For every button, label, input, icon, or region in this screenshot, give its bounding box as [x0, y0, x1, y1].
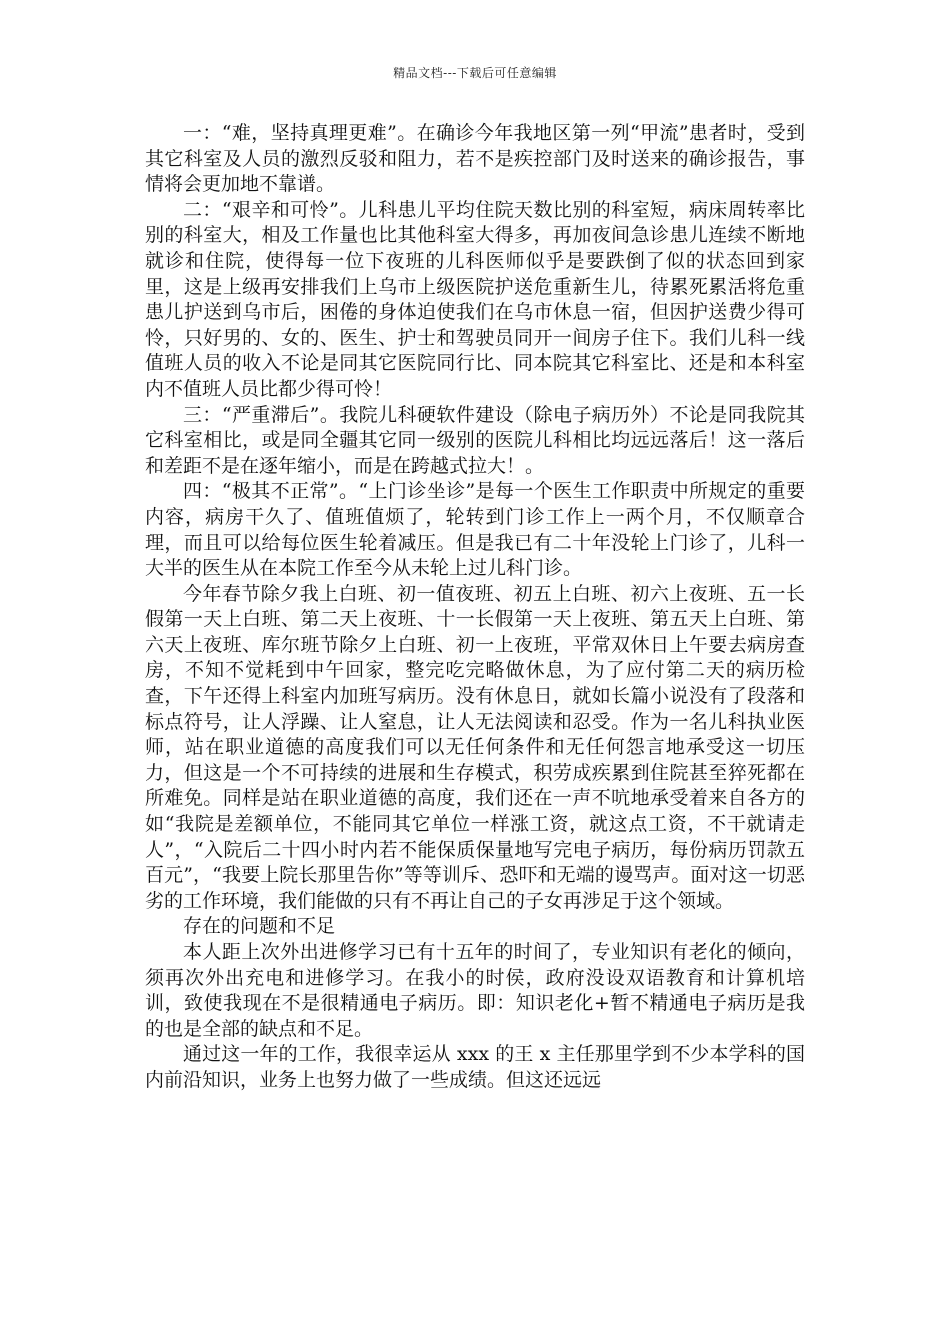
- paragraph-1: 一：“难，坚持真理更难”。在确诊今年我地区第一列“甲流”患者时，受到其它科室及人员的激烈反驳和阻力，若不是疾控部门及时送来的确诊报告，事情将会更加地不靠谱。: [145, 122, 805, 196]
- paragraph-7: 通过这一年的工作，我很幸运从 xxx 的王 x 主任那里学到不少本学科的国内前沿知识，业务上也努力做了一些成绩。但这还远远: [145, 1043, 805, 1091]
- paragraph-5: 今年春节除夕我上白班、初一值夜班、初五上白班、初六上夜班、五一长假第一天上白班、第二天上夜班、十一长假第一天上夜班、第五天上白班、第六天上夜班、库尔班节除夕上白班、初一上夜班，平常双休日上午要去病房查房，不知不觉耗到中午回家，整完吃完略做休息，为了应付第二天的病历检查，下午还得上科室内加班写病历。没有休息日，就如长篇小说没有了段落和标点符号，让人浮躁、让人窒息，让人无法阅读和忍受。作为一名儿科执业医师，站在职业道德的高度我们可以无任何条件和无任何怨言地承受这一切压力，但这是一个不可持续的进展和生存模式，积劳成疾累到住院甚至猝死都在所难免。同样是站在职业道德的高度，我们还在一声不吭地承受着来自各方的如“我院是差额单位，不能同其它单位一样涨工资，就这点工资，不干就请走人”，“入院后二十四小时内若不能保质保量地写完电子病历，每份病历罚款五百元”，“我要上院长那里告你”等等训斥、恐吓和无端的谩骂声。面对这一切恶劣的工作环境，我们能做的只有不再让自己的子女再涉足于这个领域。: [145, 582, 805, 912]
- page-header: 精品文档---下载后可任意编辑: [393, 66, 557, 80]
- paragraph-6: 本人距上次外出进修学习已有十五年的时间了，专业知识有老化的倾向，须再次外出充电和进修学习。在我小的时侯，政府没设双语教育和计算机培训，致使我现在不是很精通电子病历。即：知识老化+暂不精通电子病历是我的也是全部的缺点和不足。: [145, 941, 805, 1040]
- paragraph-4: 四：“极其不正常”。“上门诊坐诊”是每一个医生工作职责中所规定的重要内容，病房干久了、值班值烦了，轮转到门诊工作上一两个月，不仅顺章合理，而且可以给每位医生轮着减压。但是我已有二十年没轮上门诊了，儿科一大半的医生从在本院工作至今从未轮上过儿科门诊。: [145, 480, 805, 580]
- document-body: [145, 121, 805, 1094]
- paragraph-2: 二：“艰辛和可怜”。儿科患儿平均住院天数比别的科室短，病床周转率比别的科室大，相及工作量也比其他科室大得多，再加夜间急诊患儿连续不断地就诊和住院，使得每一位下夜班的儿科医师似乎是要跌倒了似的状态回到家里，这是上级再安排我们上乌市上级医院护送危重新生儿，待累死累活将危重患儿护送到乌市后，困倦的身体迫使我们在乌市休息一宿，但因护送费少得可怜，只好男的、女的、医生、护士和驾驶员同开一间房子住下。我们儿科一线值班人员的收入不论是同其它医院同行比、同本院其它科室比、还是和本科室内不值班人员比都少得可怜！: [145, 198, 805, 400]
- paragraph-3: 三：“严重滞后”。我院儿科硬软件建设（除电子病历外）不论是同我院其它科室相比，或是同全疆其它同一级别的医院儿科相比均远远落后！这一落后和差距不是在逐年缩小，而是在跨越式拉大！。: [145, 403, 805, 477]
- section-heading: 存在的问题和不足: [183, 915, 336, 938]
